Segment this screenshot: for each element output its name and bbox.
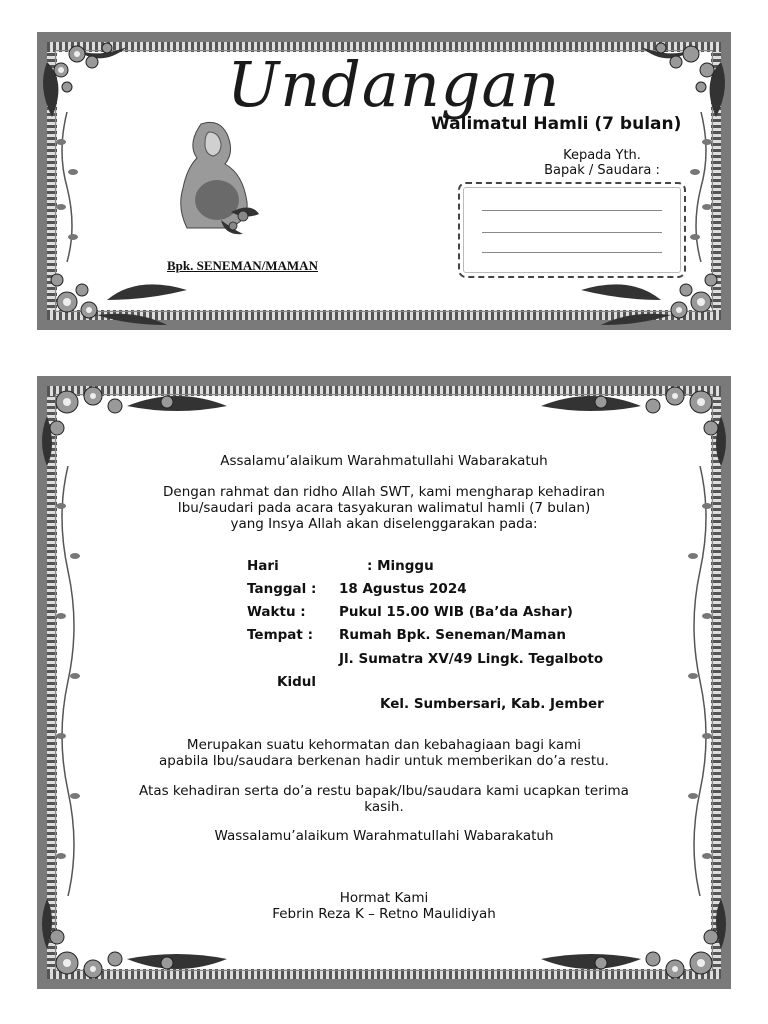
closing-paragraph-1 bbox=[97, 737, 671, 769]
signoff: Hormat Kami bbox=[339, 890, 429, 906]
date-value: 18 Agustus 2024 bbox=[339, 581, 467, 597]
recipient-heading-line2: Bapak / Saudara : bbox=[544, 163, 660, 178]
intro-paragraph bbox=[97, 484, 671, 532]
closing-greeting: Wassalamu’alaikum Warahmatullahi Wabarakatuh bbox=[214, 828, 554, 844]
time-value: Pukul 15.00 WIB (Ba’da Ashar) bbox=[339, 604, 573, 620]
intro-line: yang Insya Allah akan diselenggarakan pada: bbox=[230, 516, 538, 532]
closing-line: Merupakan suatu kehormatan dan kebahagiaan bagi kami bbox=[186, 737, 582, 753]
inner-frame bbox=[55, 394, 713, 971]
vine-decoration-icon bbox=[687, 466, 713, 896]
address-line-3: Kel. Sumbersari, Kab. Jember bbox=[380, 696, 604, 712]
address-line-1: Jl. Sumatra XV/49 Lingk. Tegalboto bbox=[339, 651, 604, 667]
recipient-heading-line1: Kepada Yth. bbox=[563, 148, 641, 163]
opening-greeting: Assalamu’alaikum Warahmatullahi Wabarakatuh bbox=[220, 453, 548, 469]
closing-line: apabila Ibu/saudara berkenan hadir untuk memberikan do’a restu. bbox=[159, 753, 609, 769]
recipient-address-box bbox=[458, 182, 686, 278]
pregnant-woman-illustration-icon bbox=[161, 116, 261, 236]
vine-decoration-icon bbox=[689, 112, 713, 262]
flower-corner-icon bbox=[37, 32, 157, 122]
closing-line: Atas kehadiran serta do’a restu bapak/Ibu/saudara kami ucapkan terima bbox=[139, 783, 629, 799]
intro-line: Ibu/saudari pada acara tasyakuran walimatul hamli (7 bulan) bbox=[177, 500, 591, 516]
place-value: Rumah Bpk. Seneman/Maman bbox=[339, 627, 566, 643]
intro-line: Dengan rahmat dan ridho Allah SWT, kami mengharap kehadiran bbox=[163, 484, 605, 500]
address-line bbox=[482, 232, 662, 233]
closing-line: kasih. bbox=[364, 799, 404, 815]
cover-card bbox=[37, 32, 731, 330]
invitation-title: Undangan bbox=[227, 48, 561, 121]
day-value: : Minggu bbox=[367, 558, 434, 574]
recipient-heading bbox=[507, 148, 697, 178]
date-label: Tanggal : bbox=[247, 581, 317, 597]
flower-corner-icon bbox=[611, 32, 731, 122]
address-line bbox=[482, 210, 662, 211]
invitation-card bbox=[37, 376, 731, 989]
place-label: Tempat : bbox=[247, 627, 313, 643]
address-line bbox=[482, 252, 662, 253]
host-names: Febrin Reza K – Retno Maulidiyah bbox=[272, 906, 496, 922]
vine-decoration-icon bbox=[55, 466, 81, 896]
time-label: Waktu : bbox=[247, 604, 306, 620]
vine-decoration-icon bbox=[55, 112, 79, 262]
closing-paragraph-2 bbox=[97, 783, 671, 815]
sender-name: Bpk. SENEMAN/MAMAN bbox=[167, 258, 318, 273]
day-label: Hari bbox=[247, 558, 279, 574]
event-subtitle: Walimatul Hamli (7 bulan) bbox=[431, 114, 682, 134]
address-line-2: Kidul bbox=[277, 674, 316, 690]
